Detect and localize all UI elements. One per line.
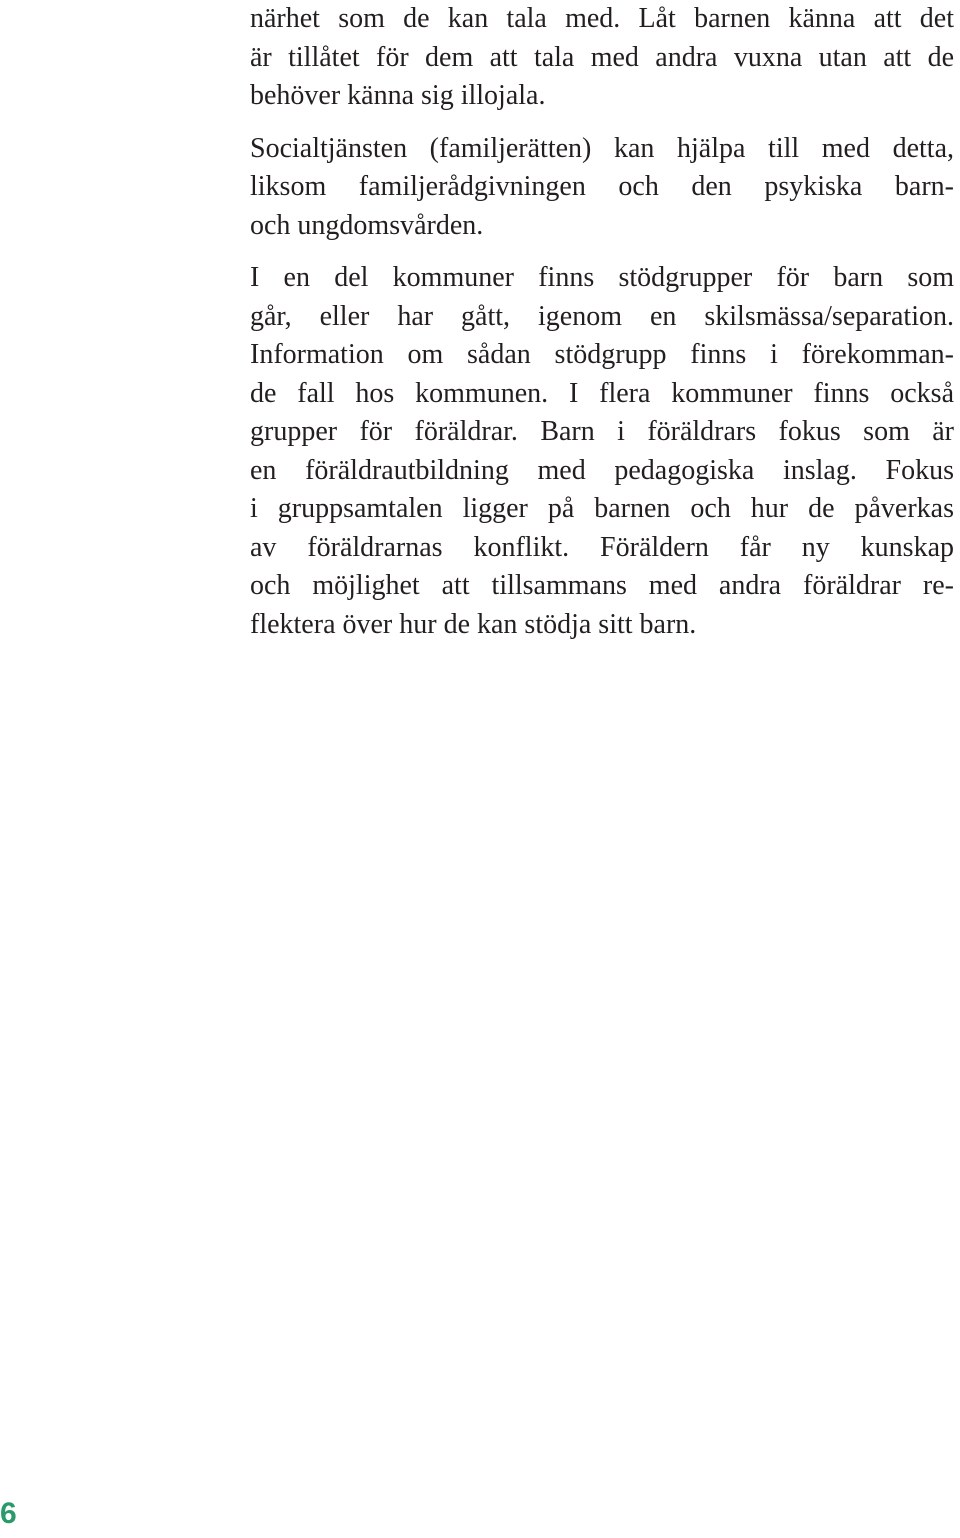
paragraph-1 (250, 0, 954, 116)
paragraph-spacer (250, 116, 954, 130)
text-line: och möjlighet att tillsammans med andra föräldrar re- (250, 570, 954, 601)
paragraph-spacer (250, 245, 954, 259)
text-line: flektera över hur de kan stödja sitt barn. (250, 608, 697, 640)
text-line: är tillåtet för dem att tala med andra vuxna utan att de (250, 41, 954, 73)
text-line: i gruppsamtalen ligger på barnen och hur de påverkas (250, 493, 954, 524)
text-line: en föräldrautbildning med pedagogiska inslag. Fokus (250, 454, 954, 486)
text-line: liksom familjerådgivningen och den psykiska barn- (250, 171, 954, 202)
text-line: och ungdomsvården. (250, 209, 484, 241)
text-line: behöver känna sig illojala. (250, 80, 546, 111)
text-line: närhet som de kan tala med. Låt barnen känna att det (250, 3, 954, 34)
text-line: går, eller har gått, igenom en skilsmässa/separation. (250, 300, 954, 332)
paragraph-3 (250, 259, 954, 644)
body-text (250, 0, 954, 644)
page-number: 6 (0, 1497, 17, 1530)
text-line: av föräldrarnas konflikt. Föräldern får ny kunskap (250, 531, 954, 563)
text-line: Socialtjänsten (familjerätten) kan hjälpa till med detta, (250, 132, 954, 164)
text-line: Information om sådan stödgrupp finns i förekomman- (250, 339, 954, 370)
text-line: de fall hos kommunen. I flera kommuner finns också (250, 377, 954, 409)
text-line: grupper för föräldrar. Barn i föräldrars fokus som är (250, 416, 954, 447)
text-line: I en del kommuner finns stödgrupper för barn som (250, 262, 954, 293)
paragraph-2 (250, 130, 954, 246)
